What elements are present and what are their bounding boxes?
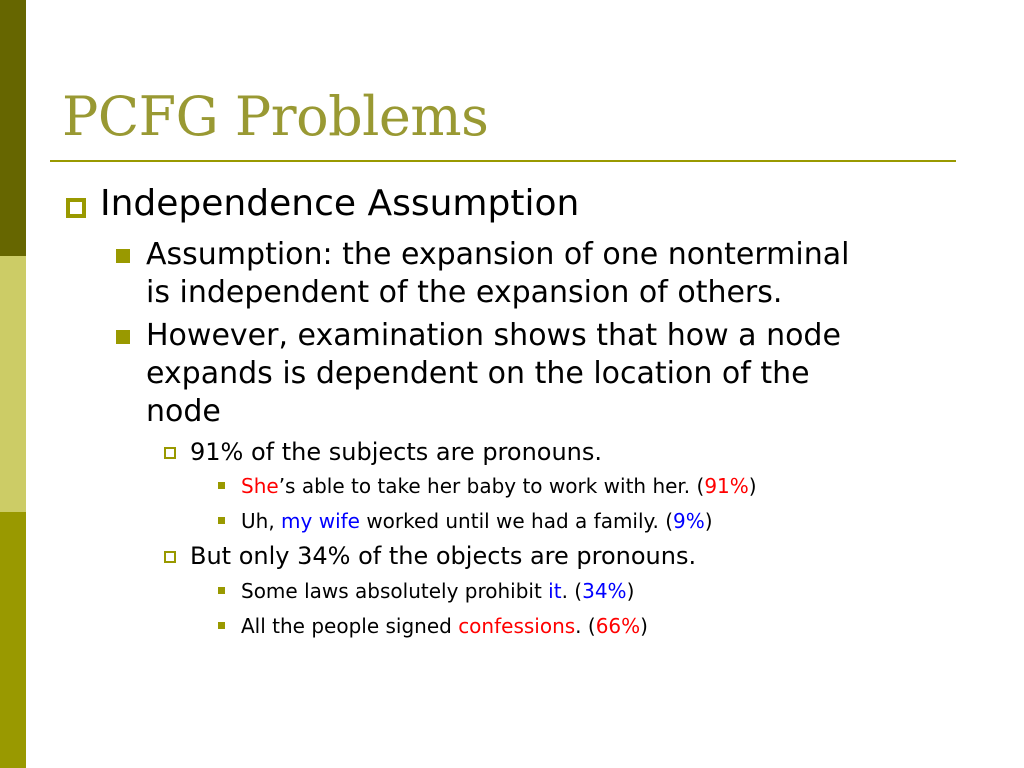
example-confessions (241, 612, 648, 640)
hollow-square-bullet-icon (164, 551, 176, 563)
heading-independence-assumption: Independence Assumption (100, 183, 580, 224)
example-text: ’s able to take her baby to work with her. ( (278, 474, 705, 498)
point-line: expands is dependent on the location of the (146, 356, 810, 391)
example-my-wife (241, 507, 713, 535)
objects-statement: But only 34% of the objects are pronouns. (190, 542, 697, 570)
small-square-bullet-icon (218, 622, 225, 629)
example-it (241, 577, 634, 605)
close-paren: ) (640, 614, 648, 638)
filled-square-bullet-icon (116, 330, 130, 344)
example-prefix: Uh, (241, 509, 282, 533)
close-paren: ) (626, 579, 635, 603)
subjects-statement: 91% of the subjects are pronouns. (190, 438, 603, 466)
example-she (241, 472, 757, 500)
filled-square-bullet-icon (116, 249, 130, 263)
point-line: However, examination shows that how a node (146, 318, 841, 353)
percent-9: 9% (673, 509, 705, 533)
side-band-top (0, 0, 26, 256)
percent-91: 91% (704, 474, 749, 498)
point-however (146, 317, 976, 431)
percent-66: 66% (595, 614, 641, 638)
highlight-confessions: confessions (458, 614, 576, 638)
slide-title: PCFG Problems (62, 85, 489, 148)
example-text: . ( (575, 614, 596, 638)
point-line: node (146, 394, 221, 429)
small-square-bullet-icon (218, 517, 225, 524)
example-prefix: Some laws absolutely prohibit (241, 579, 549, 603)
highlight-it: it (548, 579, 562, 603)
title-divider (50, 160, 956, 162)
example-text: worked until we had a family. ( (359, 509, 674, 533)
example-prefix: All the people signed (241, 614, 459, 638)
highlight-she: She (241, 474, 279, 498)
hollow-square-bullet-icon (164, 447, 176, 459)
point-assumption (146, 236, 976, 312)
small-square-bullet-icon (218, 482, 225, 489)
point-line: Assumption: the expansion of one nonterminal (146, 237, 850, 272)
side-band-middle (0, 256, 26, 512)
highlight-my-wife: my wife (281, 509, 360, 533)
close-paren: ) (748, 474, 757, 498)
side-band-bottom (0, 512, 26, 768)
close-paren: ) (704, 509, 713, 533)
small-square-bullet-icon (218, 587, 225, 594)
percent-34: 34% (582, 579, 627, 603)
hollow-square-bullet-icon (66, 198, 86, 218)
point-line: is independent of the expansion of others. (146, 275, 783, 310)
example-text: . ( (561, 579, 583, 603)
